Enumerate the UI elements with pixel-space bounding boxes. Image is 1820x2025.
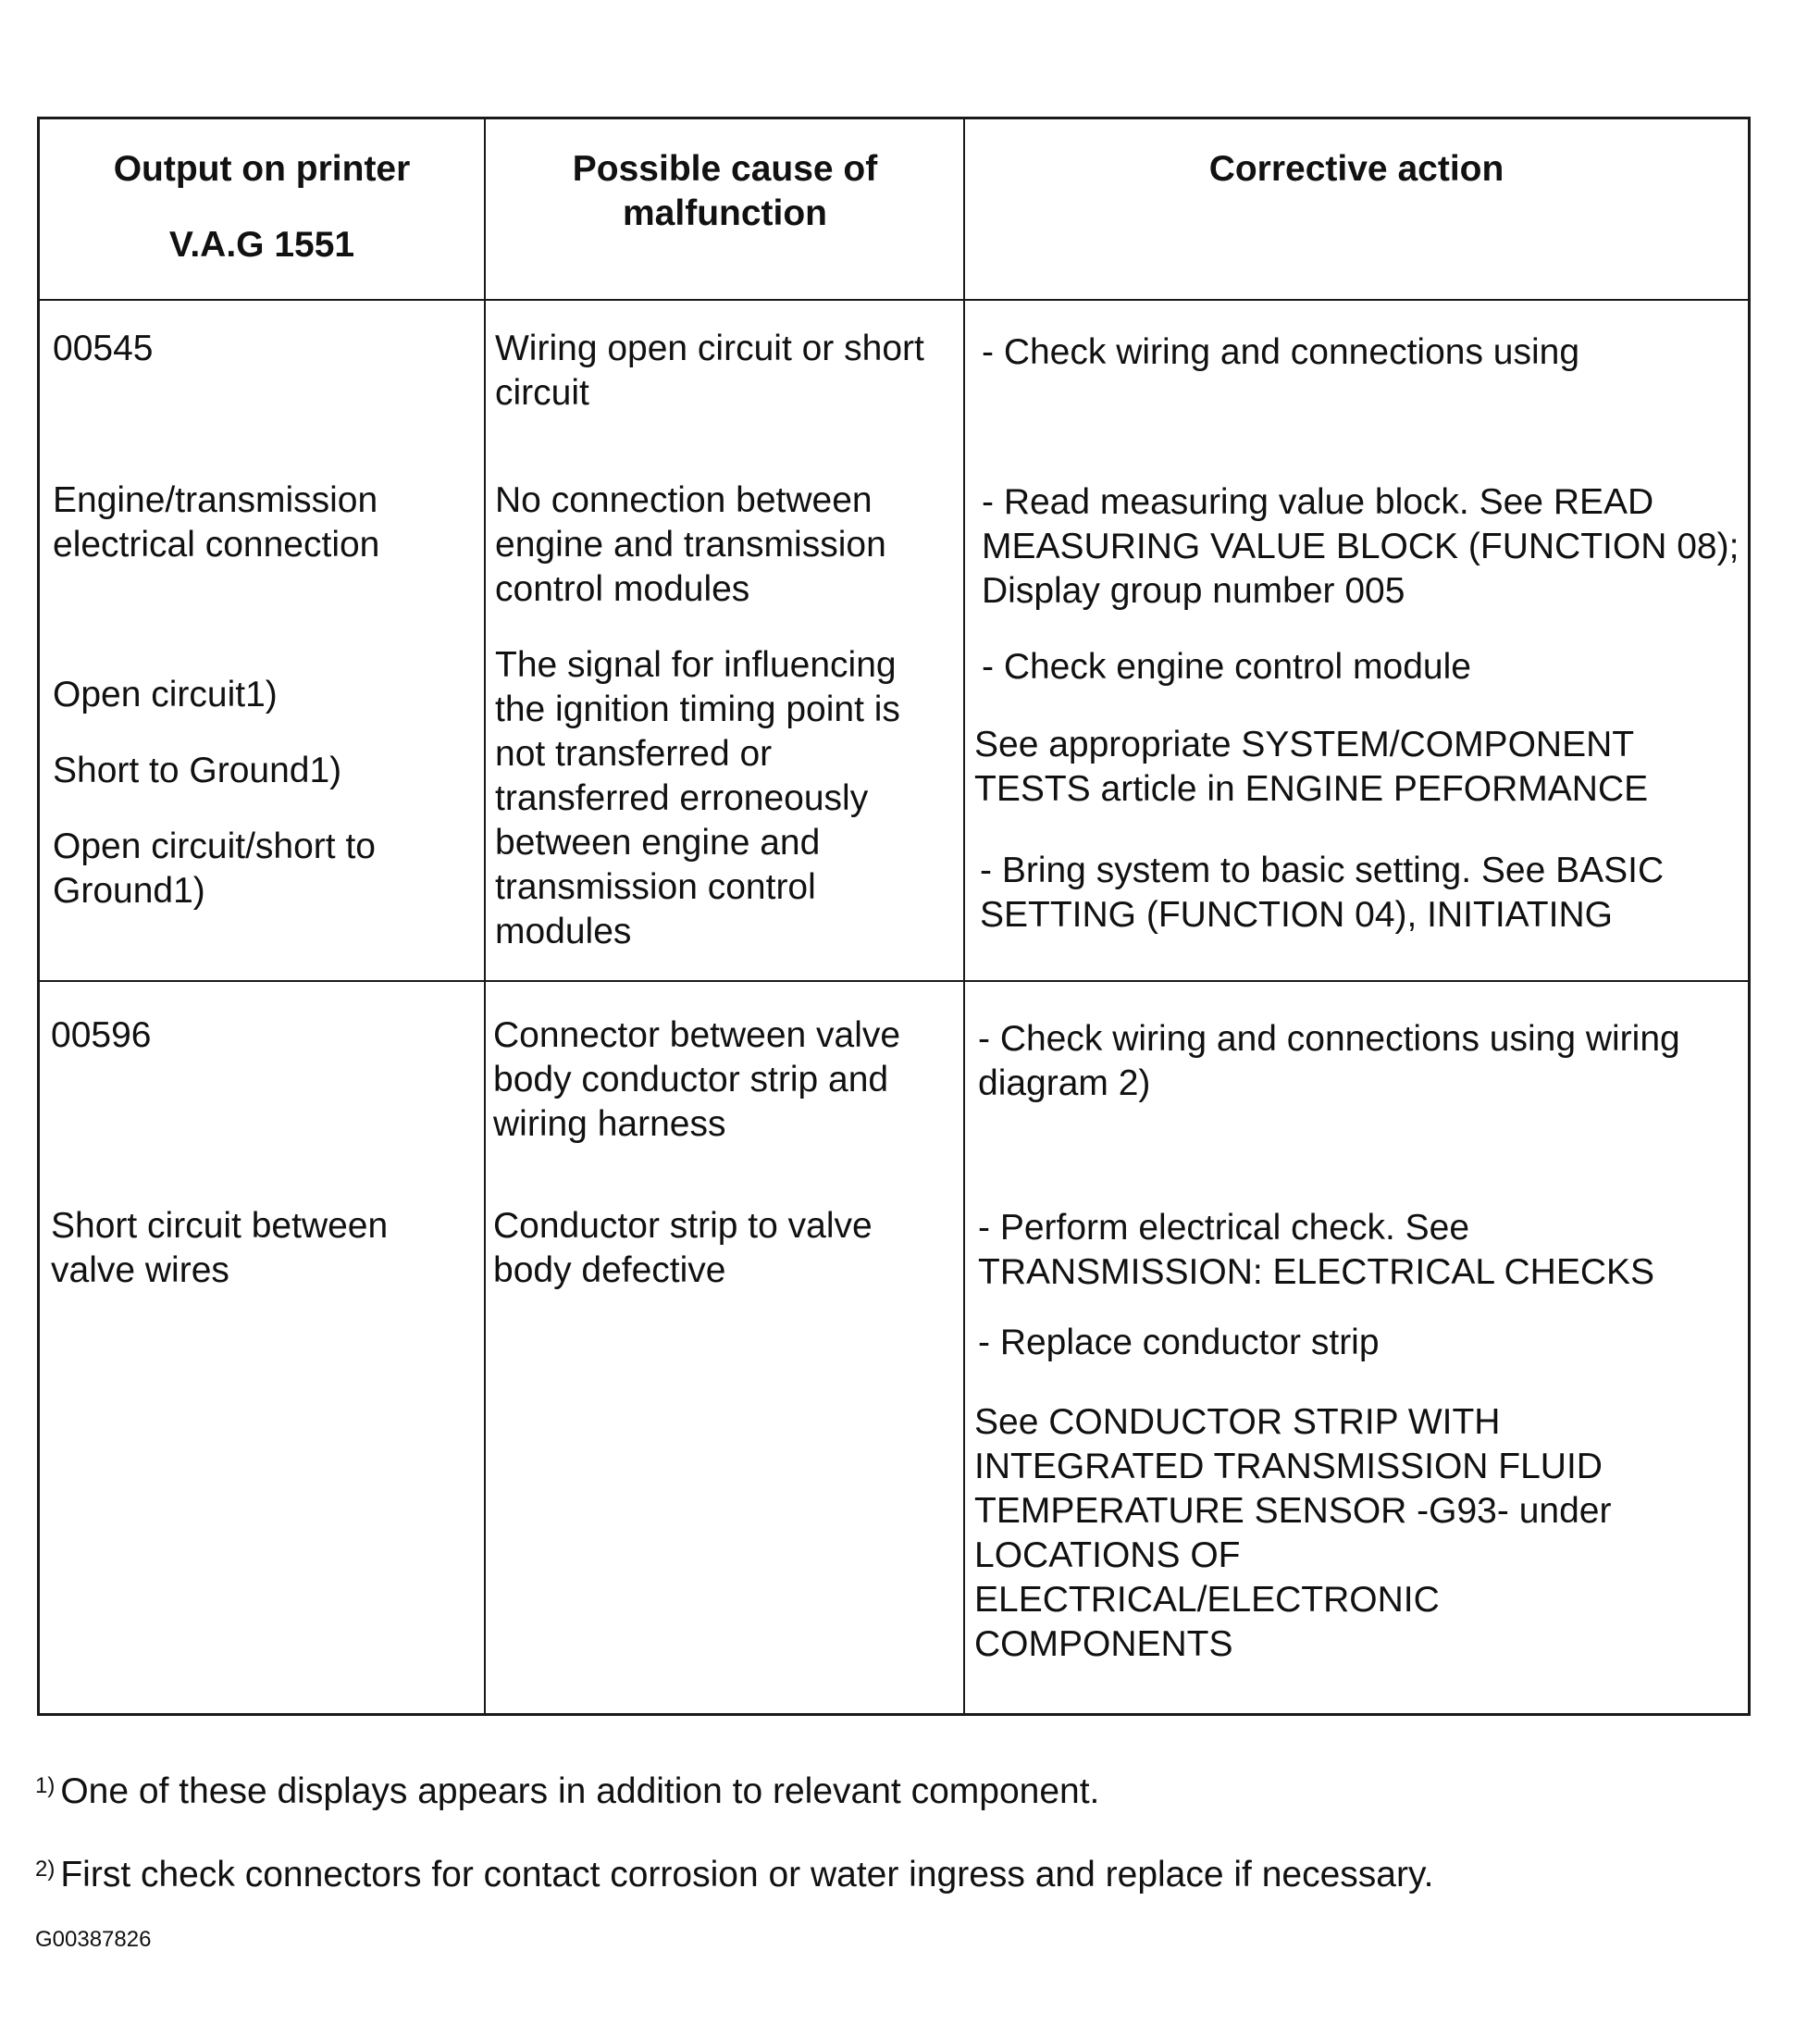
row1-cause-2: No connection between engine and transmission control modules bbox=[495, 480, 886, 609]
figure-id: G00387826 bbox=[35, 1927, 152, 1952]
row2-action-2b: - Replace conductor strip bbox=[978, 1323, 1380, 1362]
header-action: Corrective action bbox=[1208, 149, 1504, 189]
row2-output-2: Short circuit between valve wires bbox=[51, 1206, 389, 1290]
row1-action-3b: See appropriate SYSTEM/COMPONENT TESTS article in ENGINE PEFORMANCE bbox=[974, 725, 1649, 809]
header-output bbox=[40, 147, 484, 267]
column-divider bbox=[484, 119, 486, 1713]
row2-code: 00596 bbox=[51, 1015, 152, 1055]
row2-action-2a: - Perform electrical check. See TRANSMISSION: ELECTRICAL CHECKS bbox=[978, 1208, 1655, 1292]
row2-cause-2: Conductor strip to valve body defective bbox=[493, 1206, 873, 1290]
row1-output-3c: Open circuit/short to Ground1) bbox=[53, 826, 376, 911]
footnote-2-mark: 2) bbox=[35, 1857, 56, 1882]
footnote-1 bbox=[35, 1770, 1099, 1814]
column-divider bbox=[963, 119, 965, 1713]
footnote-2 bbox=[35, 1853, 1433, 1897]
row-divider bbox=[40, 299, 1748, 301]
row1-action-3c: - Bring system to basic setting. See BASIC SETTING (FUNCTION 04), INITIATING bbox=[980, 851, 1665, 935]
row1-action-2: - Read measuring value block. See READ MEASURING VALUE BLOCK (FUNCTION 08); Display group number 005 bbox=[982, 482, 1740, 611]
row2-action-2c: See CONDUCTOR STRIP WITH INTEGRATED TRANSMISSION FLUID TEMPERATURE SENSOR -G93- under LOCATIONS OF ELECTRICAL/ELECTRONIC COMPONENTS bbox=[974, 1402, 1612, 1664]
header-cause: Possible cause of malfunction bbox=[572, 149, 878, 233]
diagnostic-table bbox=[37, 117, 1751, 1716]
footnote-1-mark: 1) bbox=[35, 1773, 56, 1798]
row1-code: 00545 bbox=[53, 329, 154, 368]
row1-cause-1: Wiring open circuit or short circuit bbox=[495, 329, 924, 413]
row1-action-1: - Check wiring and connections using bbox=[982, 332, 1580, 372]
row1-action-3a: - Check engine control module bbox=[982, 647, 1471, 687]
row2-action-1: - Check wiring and connections using wiring diagram 2) bbox=[978, 1019, 1680, 1103]
footnote-1-text: One of these displays appears in addition to relevant component. bbox=[60, 1771, 1100, 1811]
row1-cause-3: The signal for influencing the ignition timing point is not transferred or transferred erroneously between engine and transmission control modules bbox=[495, 645, 900, 951]
row2-cause-1: Connector between valve body conductor strip and wiring harness bbox=[493, 1015, 901, 1144]
row1-output-3a: Open circuit1) bbox=[53, 675, 278, 714]
header-output-line2: V.A.G 1551 bbox=[168, 225, 355, 265]
footnote-2-text: First check connectors for contact corrosion or water ingress and replace if necessary. bbox=[60, 1855, 1434, 1895]
header-output-line1: Output on printer bbox=[113, 149, 411, 189]
row1-output-3b: Short to Ground1) bbox=[53, 751, 342, 790]
row-divider bbox=[40, 980, 1748, 982]
row1-output-2: Engine/transmission electrical connection bbox=[53, 480, 380, 565]
